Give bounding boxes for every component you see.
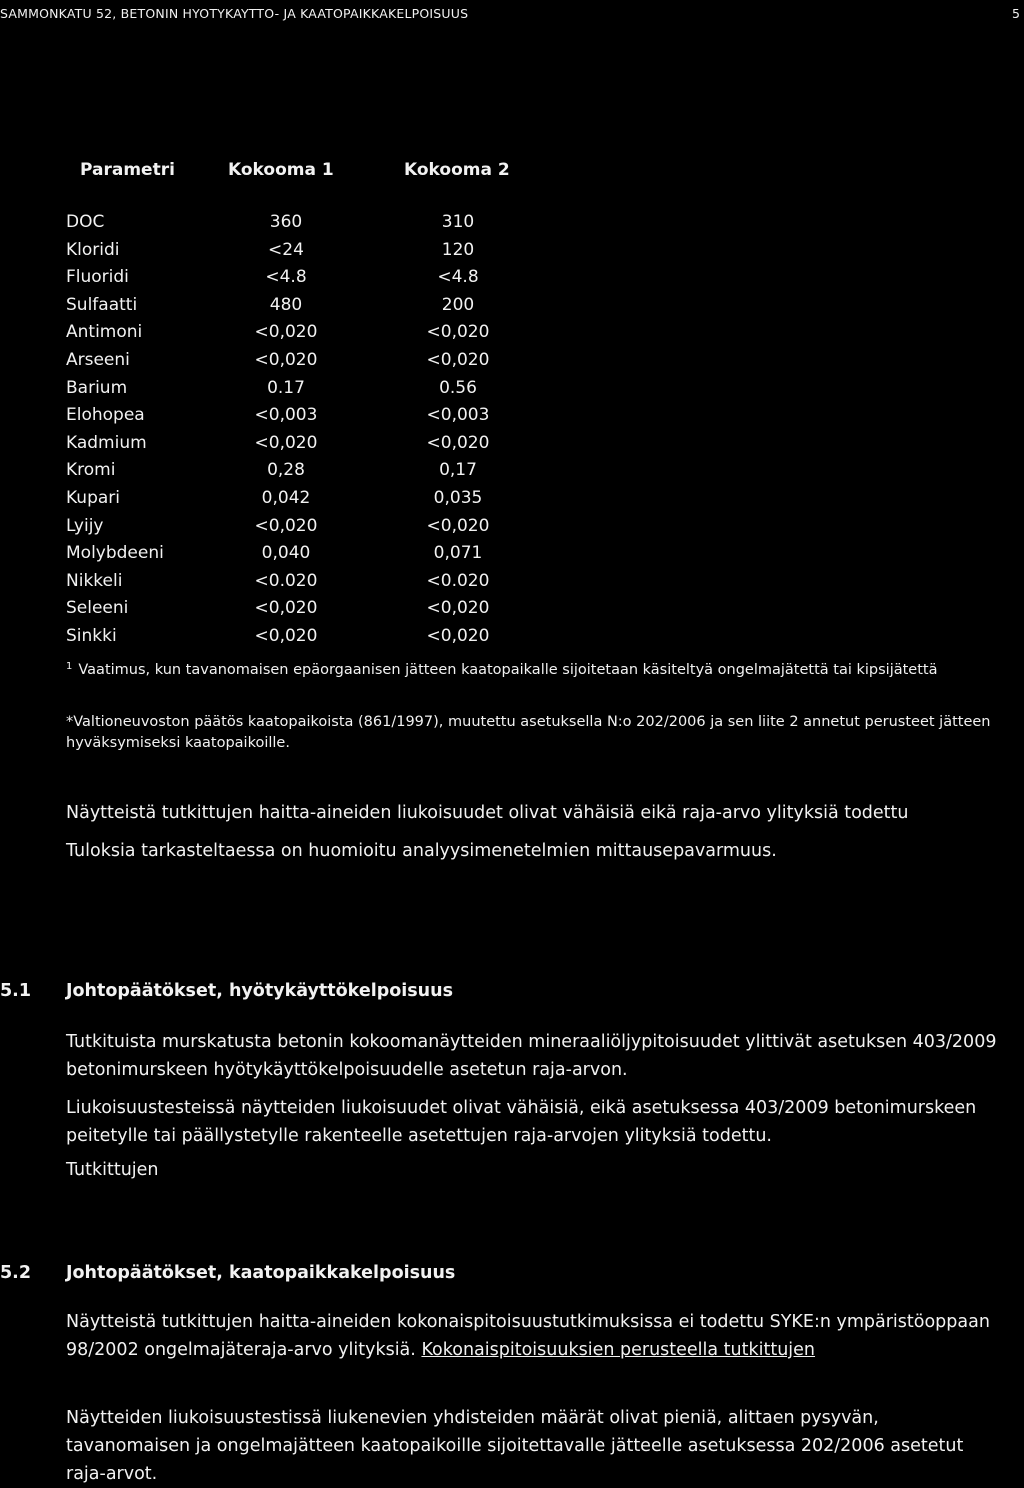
sample-1-cell: <0,003 [254,405,318,426]
column-header-parameter: Parametri [80,160,175,180]
table-row [0,571,700,599]
sample-2-cell: 120 [441,239,475,260]
sample-1-cell: <24 [268,239,304,260]
sample-1-cell: <0,020 [254,598,318,619]
sample-2-cell: <0,020 [426,432,490,453]
sample-2-cell: <0,020 [426,349,490,370]
parameter-cell: DOC [66,212,105,232]
sample-2-cell: <0,020 [426,625,490,646]
page-number: 5 [1012,6,1020,21]
table-row [0,267,700,295]
parameter-cell: Seleeni [66,598,129,619]
sample-1-cell: 0,28 [267,460,305,481]
sample-2-cell: 200 [441,294,475,315]
sample-2-cell: <0,020 [426,598,490,619]
underlined-text: Kokonaispitoisuuksien perusteella tutkittujen [421,1340,816,1360]
sample-1-cell: <0,020 [254,322,318,343]
sample-1-cell: 360 [269,212,303,232]
table-row [0,350,700,378]
parameter-cell: Arseeni [66,349,130,370]
table-row [0,433,700,461]
parameter-cell: Elohopea [66,405,145,426]
results-paragraph-1: Näytteistä tutkittujen haitta-aineiden liukoisuudet olivat vähäisiä eikä raja-arvo ylityksiä todettu [66,803,909,823]
section-title-5-2: Johtopäätökset, kaatopaikkakelpoisuus [66,1263,456,1283]
table-row [0,543,700,571]
parameter-cell: Kupari [66,487,120,508]
running-header: SAMMONKATU 52, BETONIN HYOTYKAYTTO- JA KAATOPAIKKAKELPOISUUS [0,6,469,21]
table-row [0,516,700,544]
table-row [0,322,700,350]
footnote-2: *Valtioneuvoston päätös kaatopaikoista (861/1997), muutettu asetuksella N:o 202/2006 ja sen liite 2 annetut perusteet jätteen hyväksymiseksi kaatopaikoille. [66,714,991,751]
sample-1-cell: <0,020 [254,515,318,536]
table-row [0,240,700,268]
parameter-cell: Fluoridi [66,267,129,288]
parameter-cell: Kromi [66,460,116,481]
sample-2-cell: <0.020 [426,570,490,591]
sample-1-cell: 0,040 [261,543,311,564]
table-row [0,626,700,654]
table-row [0,460,700,488]
sample-1-cell: <0.020 [254,570,318,591]
parameter-cell: Nikkeli [66,570,123,591]
parameter-cell: Barium [66,377,128,398]
section-5-1-paragraph-1: Tutkituista murskatusta betonin kokoomanäytteiden mineraaliöljypitoisuudet ylittivät asetuksen 403/2009 betonimurskeen hyötykäyttökelpoisuudelle asetetun raja-arvon. [66,1032,997,1080]
sample-2-cell: 0,035 [433,487,483,508]
table-row [0,488,700,516]
results-paragraph-2: Tuloksia tarkasteltaessa on huomioitu analyysimenetelmien mittausepavarmuus. [66,841,777,861]
sample-2-cell: <0,020 [426,322,490,343]
section-title-5-1: Johtopäätökset, hyötykäyttökelpoisuus [66,981,454,1001]
sample-2-cell: <0,003 [426,405,490,426]
table-row [0,378,700,406]
table-body [0,212,700,654]
column-header-sample-2: Kokooma 2 [404,160,510,180]
sample-2-cell: <0,020 [426,515,490,536]
section-number-5-2: 5.2 [0,1263,32,1283]
sample-2-cell: 0.56 [439,377,477,398]
table-row [0,405,700,433]
sample-1-cell: 480 [269,294,303,315]
section-5-2-paragraph-2: Näytteiden liukoisuustestissä liukenevien yhdisteiden määrät olivat pieniä, alittaen pysyvän, tavanomaisen ja ongelmajätteen kaatopaikoille sijoitettavalle jätteelle asetuksessa 202/2006 asetetut raja-arvot. [66,1408,964,1484]
table-row [0,295,700,323]
footnote-marker: 1 [66,661,73,672]
parameter-cell: Molybdeeni [66,543,164,564]
section-5-1-paragraph-3: Tutkittujen [66,1160,159,1180]
sample-1-cell: <0,020 [254,349,318,370]
section-5-2-paragraph-1-text: Näytteistä tutkittujen haitta-aineiden kokonaispitoisuustutkimuksissa ei todettu SYKE:n ympäristöoppaan 98/2002 ongelmajäteraja-arvo ylityksiä. [66,1312,990,1360]
parameter-cell: Sulfaatti [66,294,138,315]
sample-1-cell: 0,042 [261,487,311,508]
footnote-1-text: Vaatimus, kun tavanomaisen epäorgaanisen jätteen kaatopaikalle sijoitetaan käsiteltyä ongelmajätettä tai kipsijätettä [78,662,938,678]
sample-1-cell: <0,020 [254,432,318,453]
parameter-cell: Kloridi [66,239,120,260]
parameter-cell: Sinkki [66,625,117,646]
section-5-2-paragraph-1 [66,1308,1004,1364]
sample-2-cell: 0,071 [433,543,483,564]
sample-2-cell: <4.8 [437,267,479,288]
sample-1-cell: 0.17 [267,377,305,398]
table-row [0,598,700,626]
section-number-5-1: 5.1 [0,981,32,1001]
section-5-1-paragraph-2: Liukoisuustesteissä näytteiden liukoisuudet olivat vähäisiä, eikä asetuksessa 403/2009 betonimurskeen peitetylle tai päällystetylle rakenteelle asetettujen raja-arvojen ylityksiä todettu. [66,1098,977,1146]
parameter-cell: Kadmium [66,432,147,453]
parameter-cell: Antimoni [66,322,143,343]
parameter-cell: Lyijy [66,515,104,536]
sample-2-cell: 310 [441,212,475,232]
footnote-1 [66,656,1018,681]
sample-1-cell: <4.8 [265,267,307,288]
table-row [0,212,700,240]
column-header-sample-1: Kokooma 1 [228,160,334,180]
sample-1-cell: <0,020 [254,625,318,646]
sample-2-cell: 0,17 [439,460,477,481]
